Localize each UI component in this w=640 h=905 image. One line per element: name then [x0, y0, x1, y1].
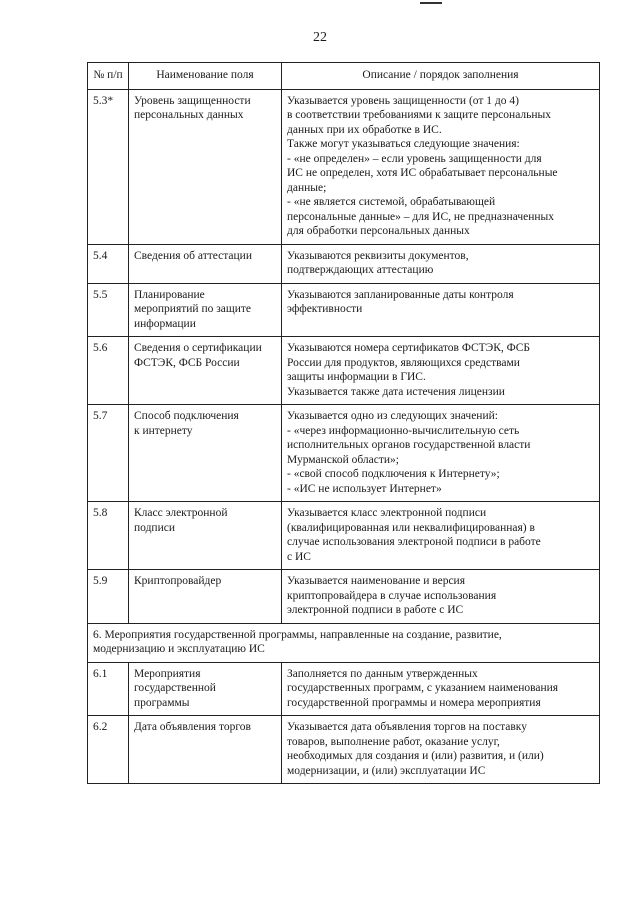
field-name — [129, 570, 282, 624]
section-title-line: 6. Мероприятия государственной программы, направленные на создание, развитие, — [93, 628, 502, 641]
field-name — [129, 89, 282, 244]
description-line: подтверждающих аттестацию — [287, 264, 434, 276]
description-line: Указывается наименование и версия — [287, 575, 466, 587]
description-line: Указывается класс электронной подписи — [287, 507, 487, 519]
description-line: криптопровайдера в случае использования — [287, 589, 497, 602]
field-name-line: персональных данных — [134, 109, 244, 121]
field-name — [129, 244, 282, 283]
field-name-line: Сведения об аттестации — [134, 249, 252, 262]
section-title — [88, 623, 600, 662]
row-number — [88, 244, 129, 283]
field-name-line: Сведения о сертификации — [134, 342, 262, 354]
field-name-line: Уровень защищенности — [134, 94, 251, 107]
description-line: государственных программ, с указанием наименования — [287, 682, 559, 694]
field-name-line: программы — [134, 696, 190, 709]
field-name-line: ФСТЭК, ФСБ России — [134, 356, 240, 369]
table-row — [88, 570, 600, 624]
field-description — [282, 716, 600, 784]
field-name — [129, 337, 282, 405]
field-description — [282, 405, 600, 502]
description-line: ИС не определен, хотя ИС обрабатывает персональные — [287, 167, 558, 179]
row-number-text: 6.1 — [93, 667, 108, 680]
table-row — [88, 662, 600, 716]
row-number-text: 5.7 — [93, 410, 108, 422]
header-field-name: Наименование поля — [129, 63, 282, 90]
description-line: электронной подписи в работе с ИС — [287, 604, 464, 616]
field-name-line: к интернету — [134, 424, 193, 437]
description-line: с ИС — [287, 550, 311, 563]
description-line: - «не определен» – если уровень защищенности для — [287, 152, 542, 165]
description-line: Указывается одно из следующих значений: — [287, 410, 498, 422]
description-line: - «не является системой, обрабатывающей — [287, 196, 496, 208]
description-line: данных при их обработке в ИС. — [287, 123, 442, 136]
description-line: - «через информационно-вычислительную сеть — [287, 424, 520, 437]
field-name-line: Дата объявления торгов — [134, 721, 251, 733]
table-row — [88, 405, 600, 502]
description-line: случае использования электроной подписи в работе — [287, 536, 541, 548]
description-line: России для продуктов, являющихся средствами — [287, 356, 520, 369]
field-name-line: Мероприятия — [134, 667, 201, 680]
description-line: Указывается дата объявления торгов на поставку — [287, 721, 527, 733]
field-name-line: подписи — [134, 521, 175, 534]
section-title-line: модернизацию и эксплуатацию ИС — [93, 643, 265, 655]
table-row — [88, 283, 600, 337]
description-line: защиты информации в ГИС. — [287, 371, 426, 383]
table-header-row — [88, 63, 600, 90]
description-line: (квалифицированная или неквалифицированная) в — [287, 521, 535, 534]
field-description — [282, 89, 600, 244]
table-body-section-5 — [88, 89, 600, 623]
table-row — [88, 716, 600, 784]
header-description: Описание / порядок заполнения — [282, 63, 600, 90]
row-number — [88, 405, 129, 502]
table-body-section-6 — [88, 662, 600, 784]
table-row — [88, 502, 600, 570]
row-number — [88, 89, 129, 244]
description-line: Указываются номера сертификатов ФСТЭК, ФСБ — [287, 342, 531, 354]
table-row — [88, 337, 600, 405]
field-name — [129, 716, 282, 784]
row-number-text: 5.4 — [93, 249, 108, 262]
description-line: для обработки персональных данных — [287, 225, 470, 237]
description-line: товаров, выполнение работ, оказание услуг, — [287, 735, 500, 748]
description-line: государственной программы и номера мероприятия — [287, 696, 541, 709]
page-number: 22 — [313, 30, 327, 45]
row-number — [88, 570, 129, 624]
description-line: персональные данные» – для ИС, не предназначенных — [287, 210, 555, 223]
field-name-line: информации — [134, 317, 196, 330]
field-description — [282, 283, 600, 337]
row-number — [88, 337, 129, 405]
row-number — [88, 662, 129, 716]
section-6-header — [88, 623, 600, 662]
field-description — [282, 570, 600, 624]
field-description — [282, 337, 600, 405]
field-name-line: мероприятий по защите — [134, 303, 252, 315]
field-description — [282, 502, 600, 570]
description-line: исполнительных органов государственной власти — [287, 439, 531, 451]
description-line: Указываются реквизиты документов, — [287, 249, 469, 262]
field-name-line: Класс электронной — [134, 507, 228, 519]
table-row — [88, 244, 600, 283]
row-number — [88, 502, 129, 570]
description-line: - «свой способ подключения к Интернету»; — [287, 468, 500, 480]
fields-table — [87, 62, 600, 784]
description-line: - «ИС не использует Интернет» — [287, 482, 442, 495]
description-line: модернизации, и (или) эксплуатации ИС — [287, 764, 486, 777]
row-number-text: 5.5 — [93, 288, 108, 301]
field-name — [129, 283, 282, 337]
description-line: Заполняется по данным утвержденных — [287, 667, 478, 680]
section-row — [88, 623, 600, 662]
row-number-text: 5.9 — [93, 575, 108, 587]
description-line: необходимых для создания и (или) развития, и (или) — [287, 750, 544, 762]
description-line: эффективности — [287, 303, 363, 315]
top-edge-mark — [420, 2, 442, 4]
description-line: Также могут указываться следующие значения: — [287, 138, 520, 150]
field-description — [282, 662, 600, 716]
field-name-line: Криптопровайдер — [134, 575, 222, 587]
description-line: Указывается уровень защищенности (от 1 до 4) — [287, 94, 519, 107]
field-name — [129, 662, 282, 716]
row-number — [88, 716, 129, 784]
table-row — [88, 89, 600, 244]
description-line: в соответствии требованиями к защите персональных — [287, 109, 552, 121]
header-number: № п/п — [88, 63, 129, 90]
description-line: Указываются запланированные даты контроля — [287, 288, 514, 301]
description-line: Указывается также дата истечения лицензии — [287, 385, 505, 398]
description-line: данные; — [287, 181, 327, 194]
field-name-line: Планирование — [134, 288, 205, 301]
row-number-text: 5.3* — [93, 94, 114, 107]
field-description — [282, 244, 600, 283]
row-number-text: 5.6 — [93, 342, 108, 354]
field-name-line: Способ подключения — [134, 410, 239, 422]
field-name-line: государственной — [134, 682, 216, 694]
row-number-text: 5.8 — [93, 507, 108, 519]
row-number-text: 6.2 — [93, 721, 108, 733]
field-name — [129, 405, 282, 502]
description-line: Мурманской области»; — [287, 453, 399, 466]
field-name — [129, 502, 282, 570]
row-number — [88, 283, 129, 337]
